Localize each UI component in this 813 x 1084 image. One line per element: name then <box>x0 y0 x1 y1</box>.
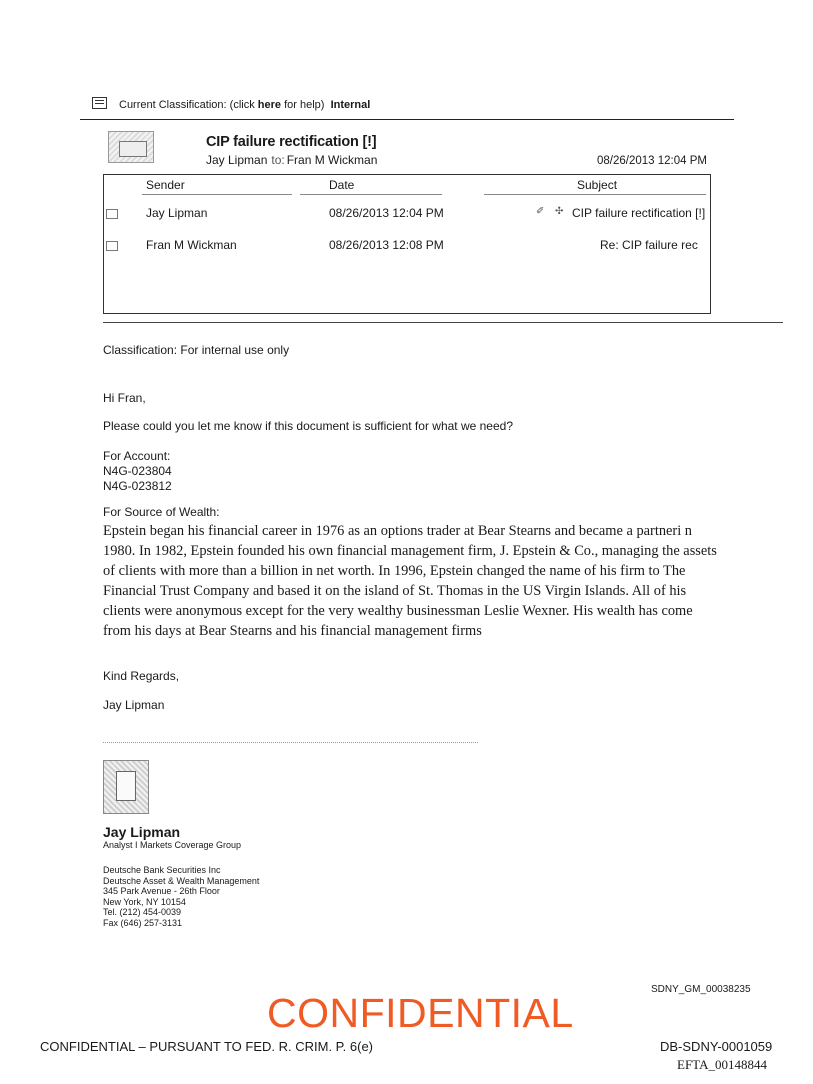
signature-title: Analyst I Markets Coverage Group <box>103 840 242 850</box>
row-date: 08/26/2013 12:08 PM <box>329 238 444 252</box>
thread-table <box>103 174 711 314</box>
reply-icon: ✣ <box>555 206 564 217</box>
column-header-sender[interactable]: Sender <box>146 178 185 192</box>
address-line: 345 Park Avenue - 26th Floor <box>103 886 220 896</box>
account-block <box>103 449 172 494</box>
classification-prefix: Current Classification: (click <box>119 99 258 111</box>
signoff-name: Jay Lipman <box>103 698 165 712</box>
header-rule <box>142 194 292 195</box>
email-date: 08/26/2013 12:04 PM <box>597 155 707 167</box>
efta-number: EFTA_00148844 <box>677 1057 767 1072</box>
email-from[interactable]: Jay Lipman <box>206 153 268 167</box>
divider-top <box>80 119 734 120</box>
address-line: Deutsche Asset & Wealth Management <box>103 875 260 886</box>
classification-suffix: for help) <box>281 99 325 111</box>
source-of-wealth-text: Epstein began his financial career in 1976 as an options trader at Bear Stearns and became a partneri n 1980. In 1982, Epstein founded his own financial management firm, J. Epstein & Co., managing the assets of clients with more than a billion in net worth. In 1996, Epstein changed the name of his firm to The Financial Trust Company and based it on the island of St. Thomas in the US Virgin Islands. All of his clients were anonymous except for the very wealthy businessman Leslie Wexner. His wealth has come from his days at Bear Stearns and his financial management firms <box>103 523 717 639</box>
request-text: Please could you let me know if this document is sufficient for what we need? <box>103 419 513 433</box>
bates-number: DB-SDNY-0001059 <box>660 1039 773 1054</box>
attachment-icon: ✐ <box>536 206 545 217</box>
row-subject: CIP failure rectification [!] <box>572 206 706 220</box>
header-rule <box>484 194 706 195</box>
source-of-wealth-label: For Source of Wealth: <box>103 505 220 519</box>
address-line: Tel. (212) 454-0039 <box>103 907 182 917</box>
column-header-subject[interactable]: Subject <box>577 178 618 192</box>
account-number: N4G-023804 <box>103 464 172 478</box>
body-classification: Classification: For internal use only <box>103 343 290 357</box>
to-label: to: <box>271 153 285 167</box>
signature-name: Jay Lipman <box>103 824 181 840</box>
signature-address <box>103 865 259 928</box>
message-icon <box>108 131 154 163</box>
row-sender: Jay Lipman <box>146 206 208 220</box>
reply-message-icon <box>106 241 118 251</box>
address-line: Deutsche Bank Securities Inc <box>103 865 221 875</box>
email-to[interactable]: Fran M Wickman <box>286 153 378 167</box>
email-from-line <box>206 153 377 167</box>
column-header-date[interactable]: Date <box>329 178 355 192</box>
account-label: For Account: <box>103 449 171 463</box>
classification-level: Internal <box>330 99 371 111</box>
confidential-legend: CONFIDENTIAL – PURSUANT TO FED. R. CRIM. P. 6(e) <box>40 1039 374 1054</box>
signature-image <box>103 760 149 814</box>
greeting: Hi Fran, <box>103 391 146 405</box>
header-rule <box>300 194 442 195</box>
read-message-icon <box>106 209 118 219</box>
signature-separator <box>103 742 478 743</box>
classification-help-link[interactable]: here <box>257 99 282 111</box>
row-date: 08/26/2013 12:04 PM <box>329 206 444 220</box>
address-line: Fax (646) 257-3131 <box>103 917 183 928</box>
confidential-stamp: CONFIDENTIAL <box>267 990 574 1036</box>
row-subject: Re: CIP failure rec <box>600 238 698 252</box>
address-line: New York, NY 10154 <box>103 896 186 907</box>
classification-icon <box>92 97 107 109</box>
row-sender: Fran M Wickman <box>146 238 237 252</box>
email-subject: CIP failure rectification [!] <box>206 134 377 150</box>
closing: Kind Regards, <box>103 669 180 683</box>
account-number: N4G-023812 <box>103 479 172 493</box>
document-id: SDNY_GM_00038235 <box>651 984 751 995</box>
classification-bar <box>92 97 370 111</box>
divider-bottom <box>103 322 783 323</box>
